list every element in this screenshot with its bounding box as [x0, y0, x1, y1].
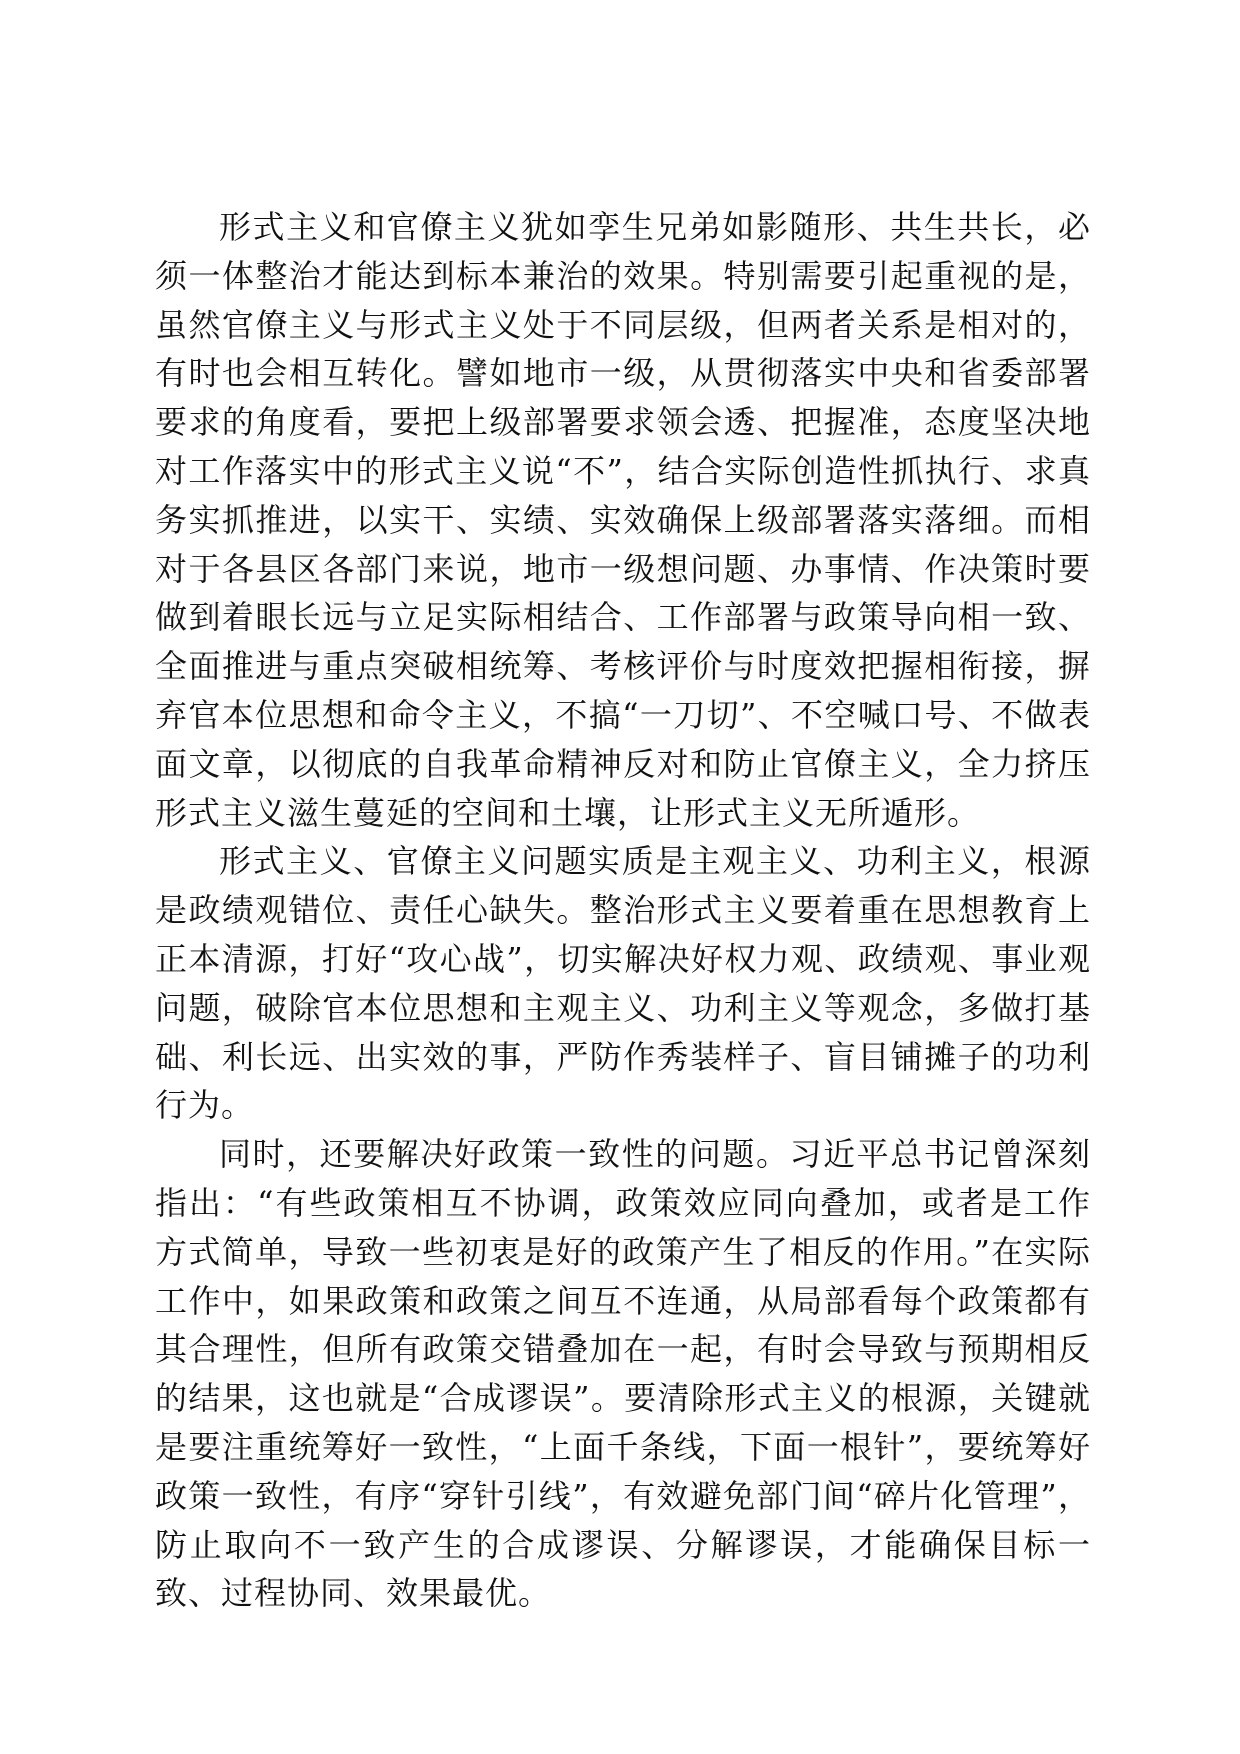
paragraph-2: 形式主义、官僚主义问题实质是主观主义、功利主义，根源是政绩观错位、责任心缺失。整治形式主义要着重在思想教育上正本清源，打好“攻心战”，切实解决好权力观、政绩观、事业观问题，破除官本位思想和主观主义、功利主义等观念，多做打基础、利长远、出实效的事，严防作秀装样子、盲目铺摊子的功利行为。	[155, 842, 1091, 1125]
paragraph-3: 同时，还要解决好政策一致性的问题。习近平总书记曾深刻指出：“有些政策相互不协调，政策效应同向叠加，或者是工作方式简单，导致一些初衷是好的政策产生了相反的作用。”在实际工作中，如果政策和政策之间互不连通，从局部看每个政策都有其合理性，但所有政策交错叠加在一起，有时会导致与预期相反的结果，这也就是“合成谬误”。要清除形式主义的根源，关键就是要注重统筹好一致性，“上面千条线，下面一根针”，要统筹好政策一致性，有序“穿针引线”，有效避免部门间“碎片化管理”，防止取向不一致产生的合成谬误、分解谬误，才能确保目标一致、过程协同、效果最优。	[155, 1135, 1091, 1613]
paragraph-1: 形式主义和官僚主义犹如孪生兄弟如影随形、共生共长，必须一体整治才能达到标本兼治的效果。特别需要引起重视的是，虽然官僚主义与形式主义处于不同层级，但两者关系是相对的，有时也会相互转化。譬如地市一级，从贯彻落实中央和省委部署要求的角度看，要把上级部署要求领会透、把握准，态度坚决地对工作落实中的形式主义说“不”，结合实际创造性抓执行、求真务实抓推进，以实干、实绩、实效确保上级部署落实落细。而相对于各县区各部门来说，地市一级想问题、办事情、作决策时要做到着眼长远与立足实际相结合、工作部署与政策导向相一致、全面推进与重点突破相统筹、考核评价与时度效把握相衔接，摒弃官本位思想和命令主义，不搞“一刀切”、不空喊口号、不做表面文章，以彻底的自我革命精神反对和防止官僚主义，全力挤压形式主义滋生蔓延的空间和土壤，让形式主义无所遁形。	[155, 208, 1091, 832]
document-body	[155, 203, 1091, 1618]
